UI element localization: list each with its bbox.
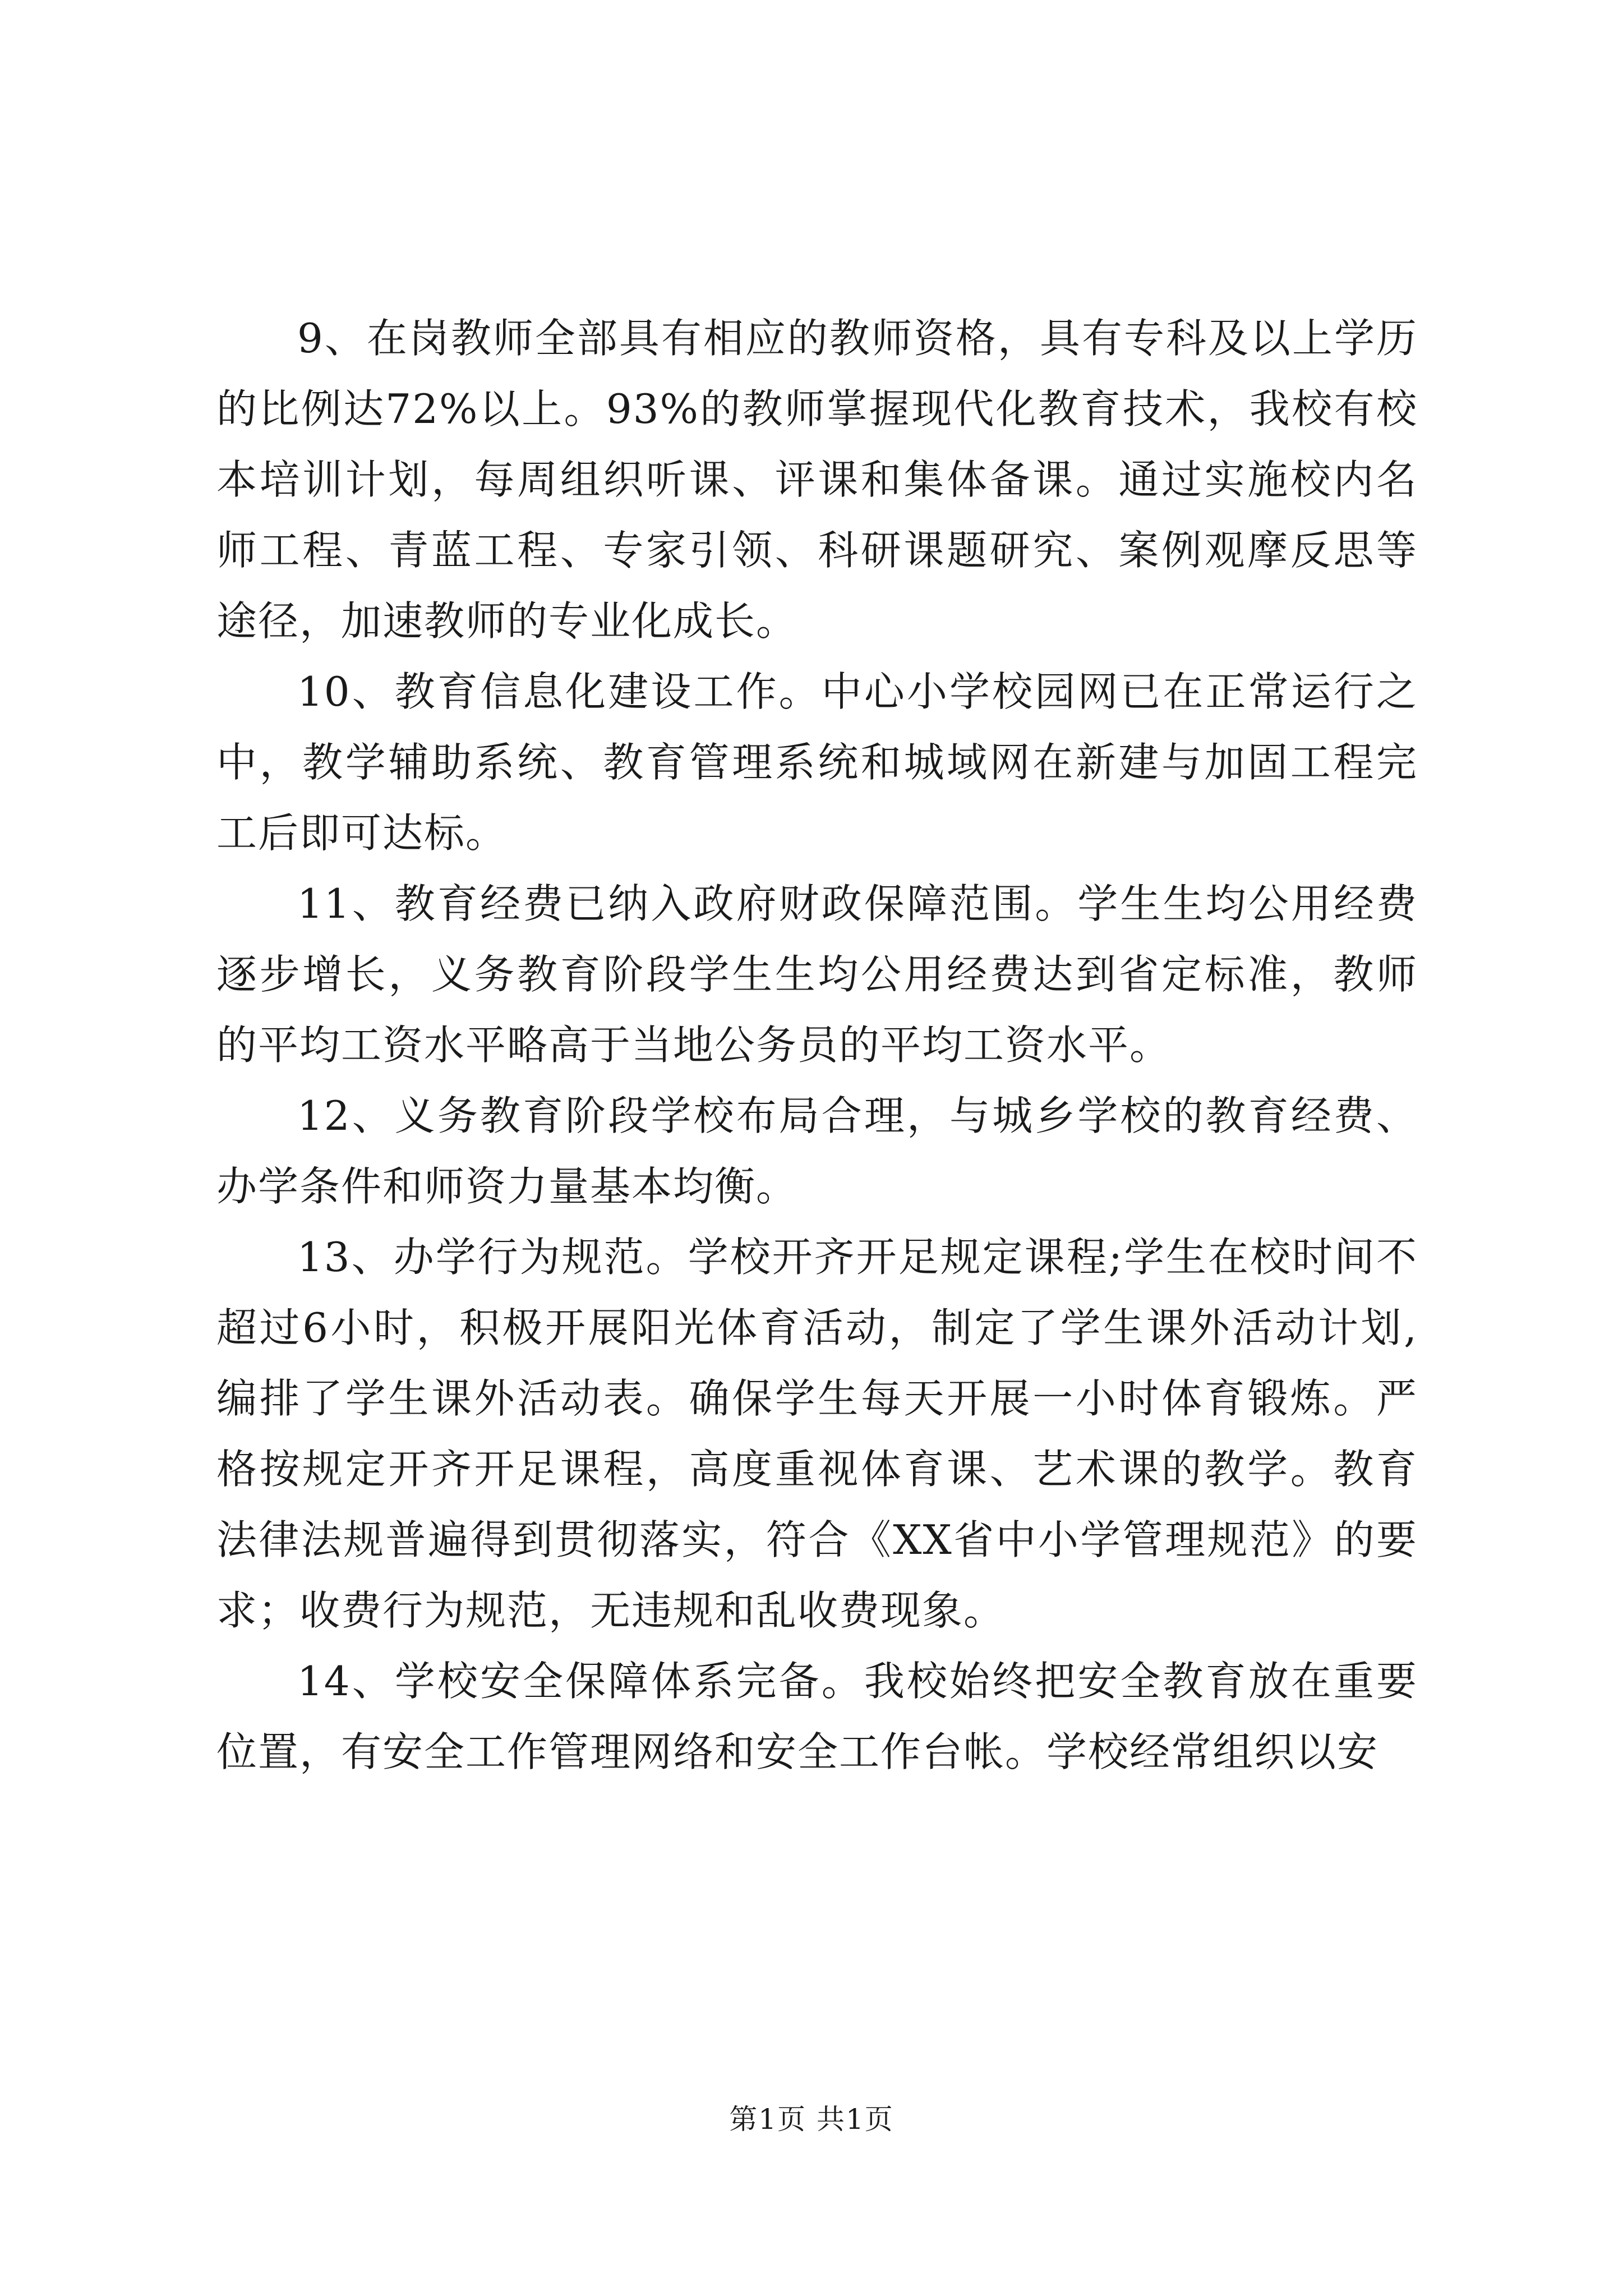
page-footer: 第1页 共1页 <box>729 2103 894 2136</box>
paragraph-14: 14、学校安全保障体系完备。我校始终把安全教育放在重要位置，有安全工作管理网络和安全工作台帐。学校经常组织以安 <box>216 1658 1418 1775</box>
paragraph-13: 13、办学行为规范。学校开齐开足规定课程;学生在校时间不超过6小时，积极开展阳光体育活动，制定了学生课外活动计划,编排了学生课外活动表。确保学生每天开展一小时体育锻炼。严格按规定开齐开足课程，高度重视体育课、艺术课的教学。教育法律法规普遍得到贯彻落实，符合《XX省中小学管理规范》的要求；收费行为规范，无违规和乱收费现象。 <box>216 1234 1418 1634</box>
paragraph-12: 12、义务教育阶段学校布局合理，与城乡学校的教育经费、办学条件和师资力量基本均衡。 <box>216 1092 1418 1210</box>
paragraph-10: 10、教育信息化建设工作。中心小学校园网已在正常运行之中，教学辅助系统、教育管理系统和城域网在新建与加固工程完工后即可达标。 <box>216 668 1418 857</box>
paragraph-11: 11、教育经费已纳入政府财政保障范围。学生生均公用经费逐步增长，义务教育阶段学生生均公用经费达到省定标准，教师的平均工资水平略高于当地公务员的平均工资水平。 <box>216 880 1418 1069</box>
document-body <box>216 303 1418 1787</box>
paragraph-9: 9、在岗教师全部具有相应的教师资格，具有专科及以上学历的比例达72%以上。93%的教师掌握现代化教育技术，我校有校本培训计划，每周组织听课、评课和集体备课。通过实施校内名师工程、青蓝工程、专家引领、科研课题研究、案例观摩反思等途径，加速教师的专业化成长。 <box>216 315 1418 645</box>
